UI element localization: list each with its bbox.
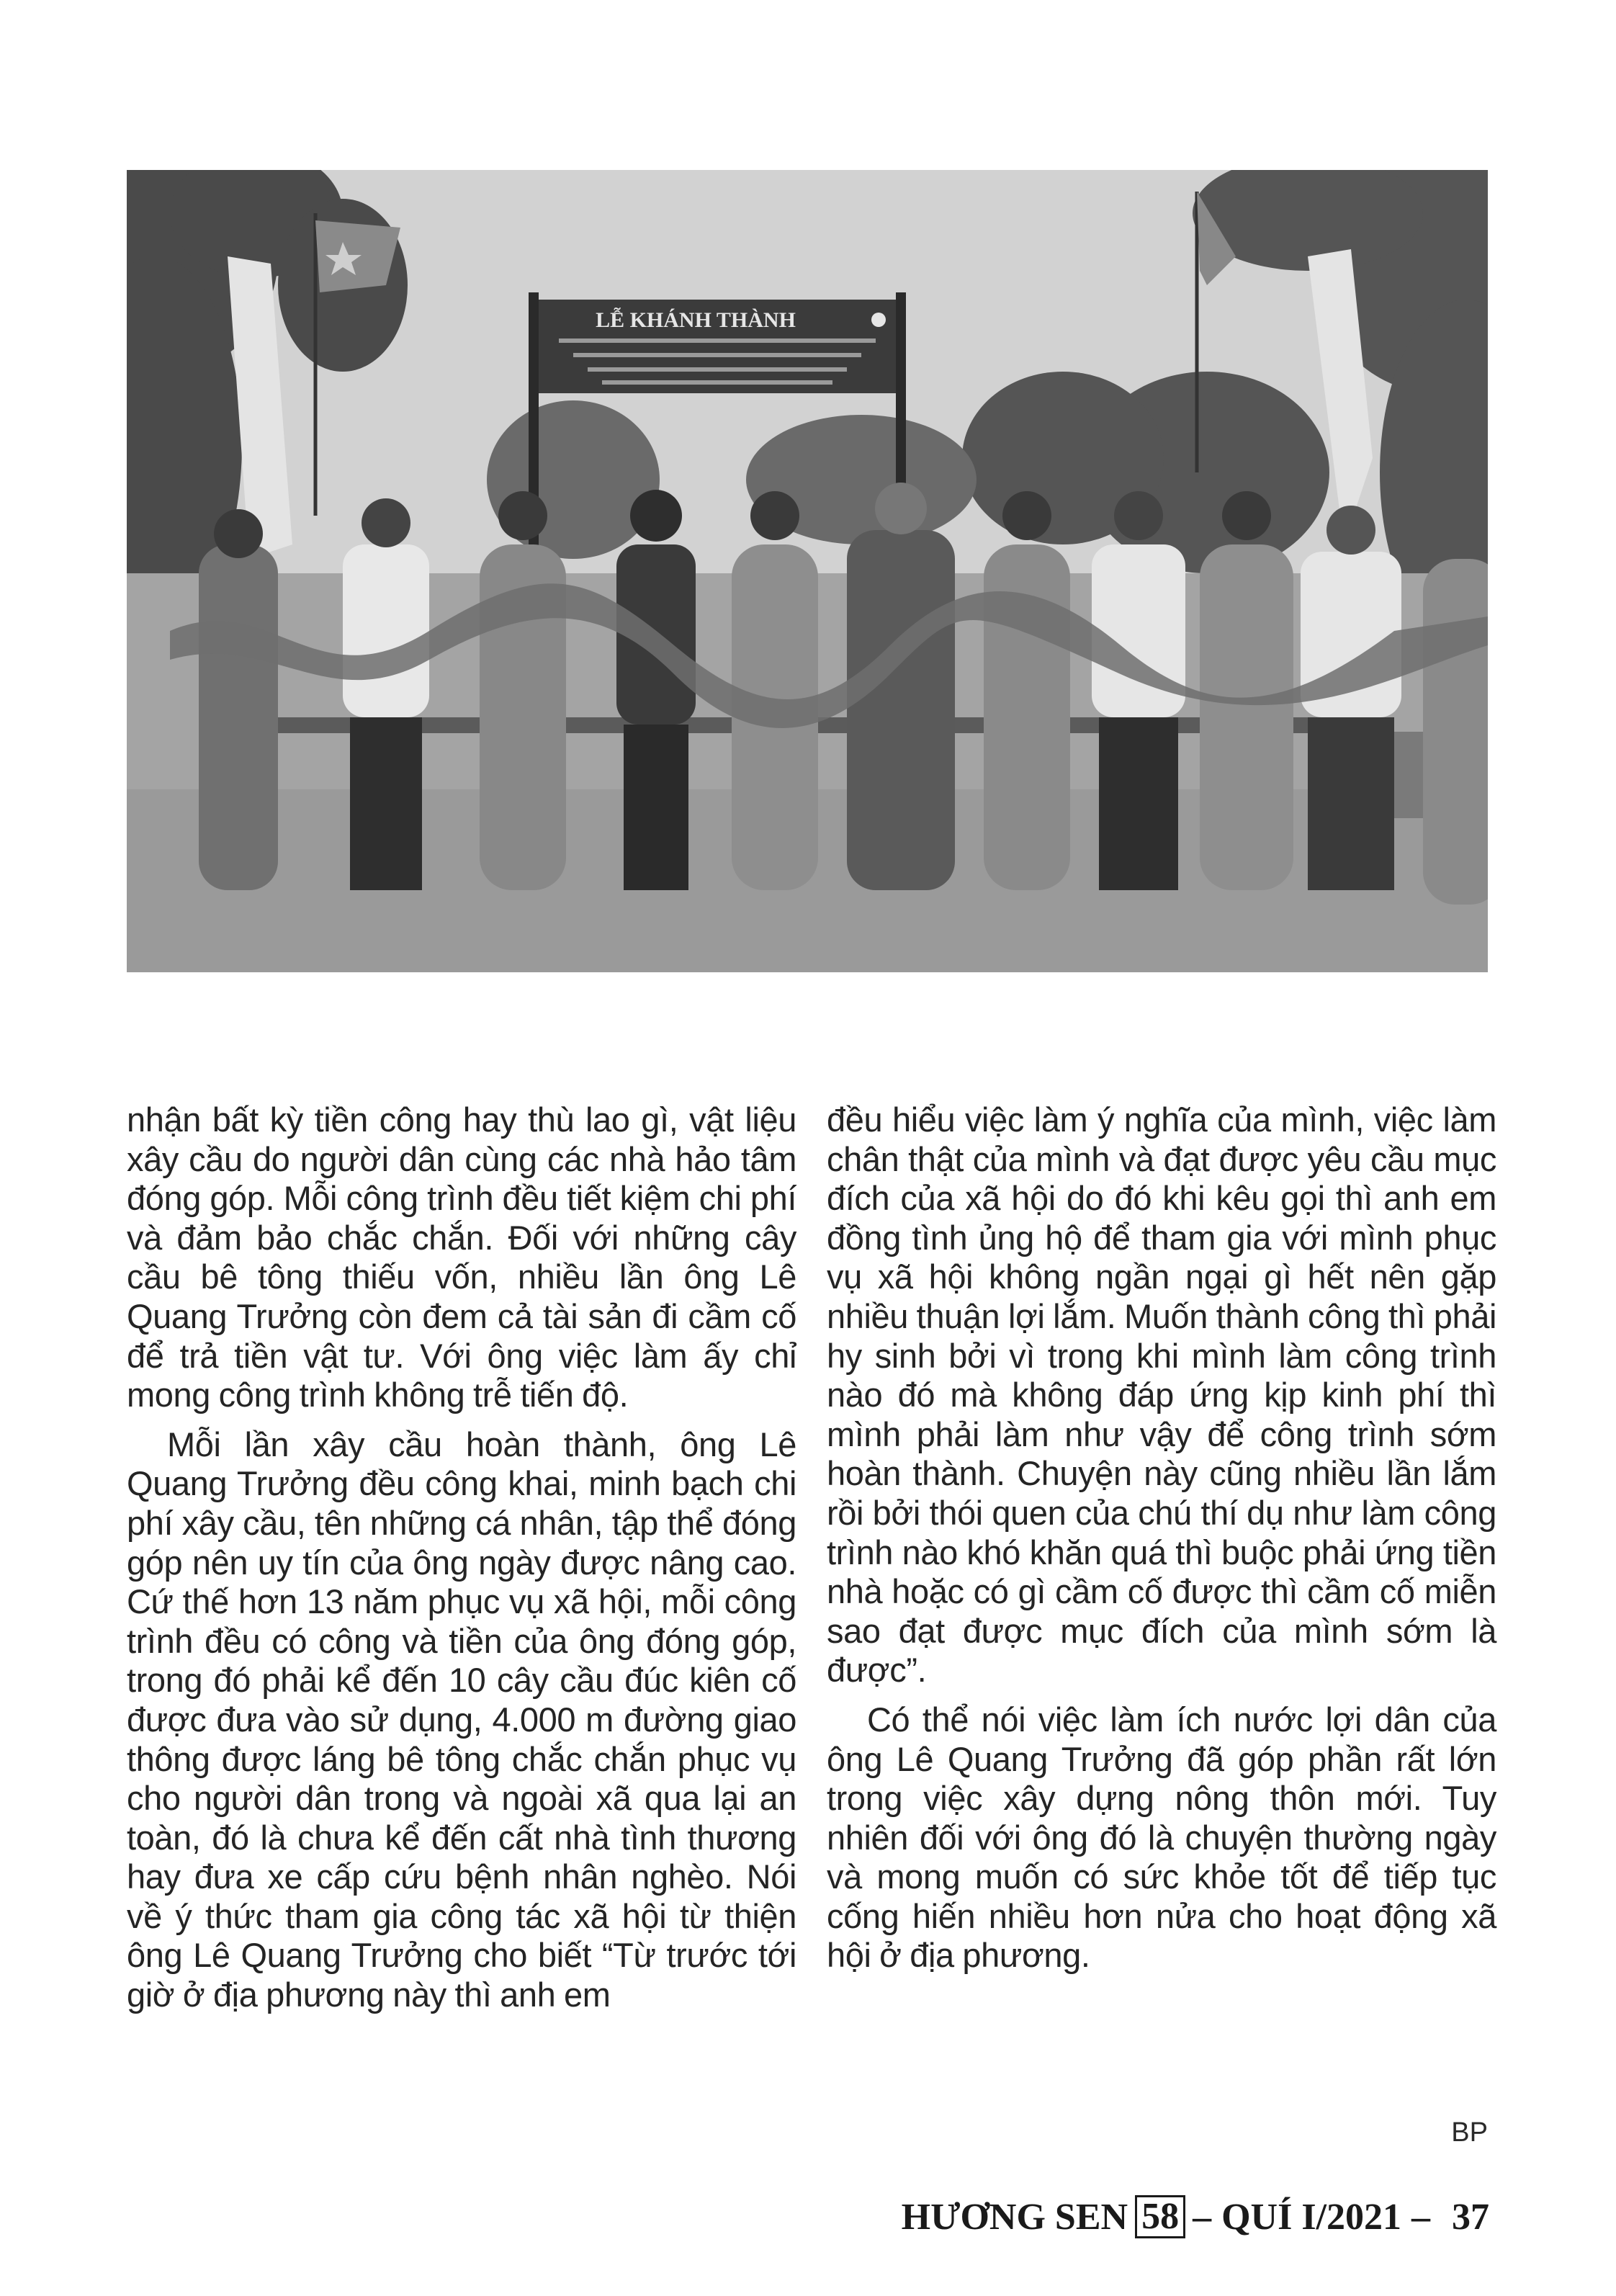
- footer-dash: –: [1411, 2196, 1430, 2238]
- paragraph: Mỗi lần xây cầu hoàn thành, ông Lê Quang Trưởng đều công khai, minh bạch chi phí xây cầu, tên những cá nhân, tập thể đóng góp nên uy tín của ông ngày được nâng cao. Cứ thế hơn 13 năm phục vụ xã hội, mỗi công trình đều có công và tiền của ông đóng góp, trong đó phải kể đến 10 cây cầu đúc kiên cố được đưa vào sử dụng, 4.000 m đường giao thông được láng bê tông chắc chắn phục vụ cho người dân trong và ngoài xã qua lại an toàn, đó là chưa kể đến cất nhà tình thương hay đưa xe cấp cứu bệnh nhân nghèo. Nói về ý thức tham gia công tác xã hội từ thiện ông Lê Quang Trưởng cho biết “Từ trước tới giờ ở địa phương này thì anh em: [127, 1425, 796, 2014]
- author-signature: BP: [1451, 2117, 1488, 2148]
- page-footer: [902, 2195, 1489, 2238]
- paragraph: đều hiểu việc làm ý nghĩa của mình, việc làm chân thật của mình và đạt được yêu cầu mục đích của xã hội do đó khi kêu gọi thì anh em đồng tình ủng hộ để tham gia với mình phục vụ xã hội không ngần ngại gì hết nên gặp nhiều thuận lợi lắm. Muốn thành công thì phải hy sinh bởi vì trong khi mình làm công trình nào đó mà không đáp ứng kịp kinh phí thì mình phải làm như vậy để công trình sớm hoàn thành. Chuyện này cũng nhiều lần lắm rồi bởi thói quen của chú thí dụ như làm công trình nào khó khăn quá thì buộc phải ứng tiền nhà hoặc có gì cầm cố được thì cầm cố miễn sao đạt được mục đích của mình sớm là được”.: [827, 1100, 1496, 1690]
- page-number: 37: [1452, 2196, 1489, 2238]
- banner-title: LỄ KHÁNH THÀNH: [596, 308, 796, 332]
- ceremony-photo: [127, 170, 1488, 972]
- footer-dash: –: [1193, 2196, 1212, 2238]
- paragraph: Có thể nói việc làm ích nước lợi dân của ông Lê Quang Trưởng đã góp phần rất lớn trong việc xây dựng nông thôn mới. Tuy nhiên đối với ông đó là chuyện thường ngày và mong muốn có sức khỏe tốt để tiếp tục cống hiến nhiều hơn nửa cho hoạt động xã hội ở địa phương.: [827, 1700, 1496, 1975]
- quarter-label: QUÍ I/2021: [1221, 2196, 1401, 2238]
- article-column-left: [127, 1100, 796, 2025]
- magazine-name: HƯƠNG SEN: [901, 2196, 1128, 2238]
- article-column-right: [827, 1100, 1496, 1986]
- paragraph: nhận bất kỳ tiền công hay thù lao gì, vật liệu xây cầu do người dân cùng các nhà hảo tâm đóng góp. Mỗi công trình đều tiết kiệm chi phí và đảm bảo chắc chắn. Đối với những cây cầu bê tông thiếu vốn, nhiều lần ông Lê Quang Trưởng còn đem cả tài sản đi cầm cố để trả tiền vật tư. Với ông việc làm ấy chỉ mong công trình không trễ tiến độ.: [127, 1100, 796, 1414]
- issue-number: 58: [1135, 2195, 1185, 2238]
- star-flower-icon: [871, 313, 886, 327]
